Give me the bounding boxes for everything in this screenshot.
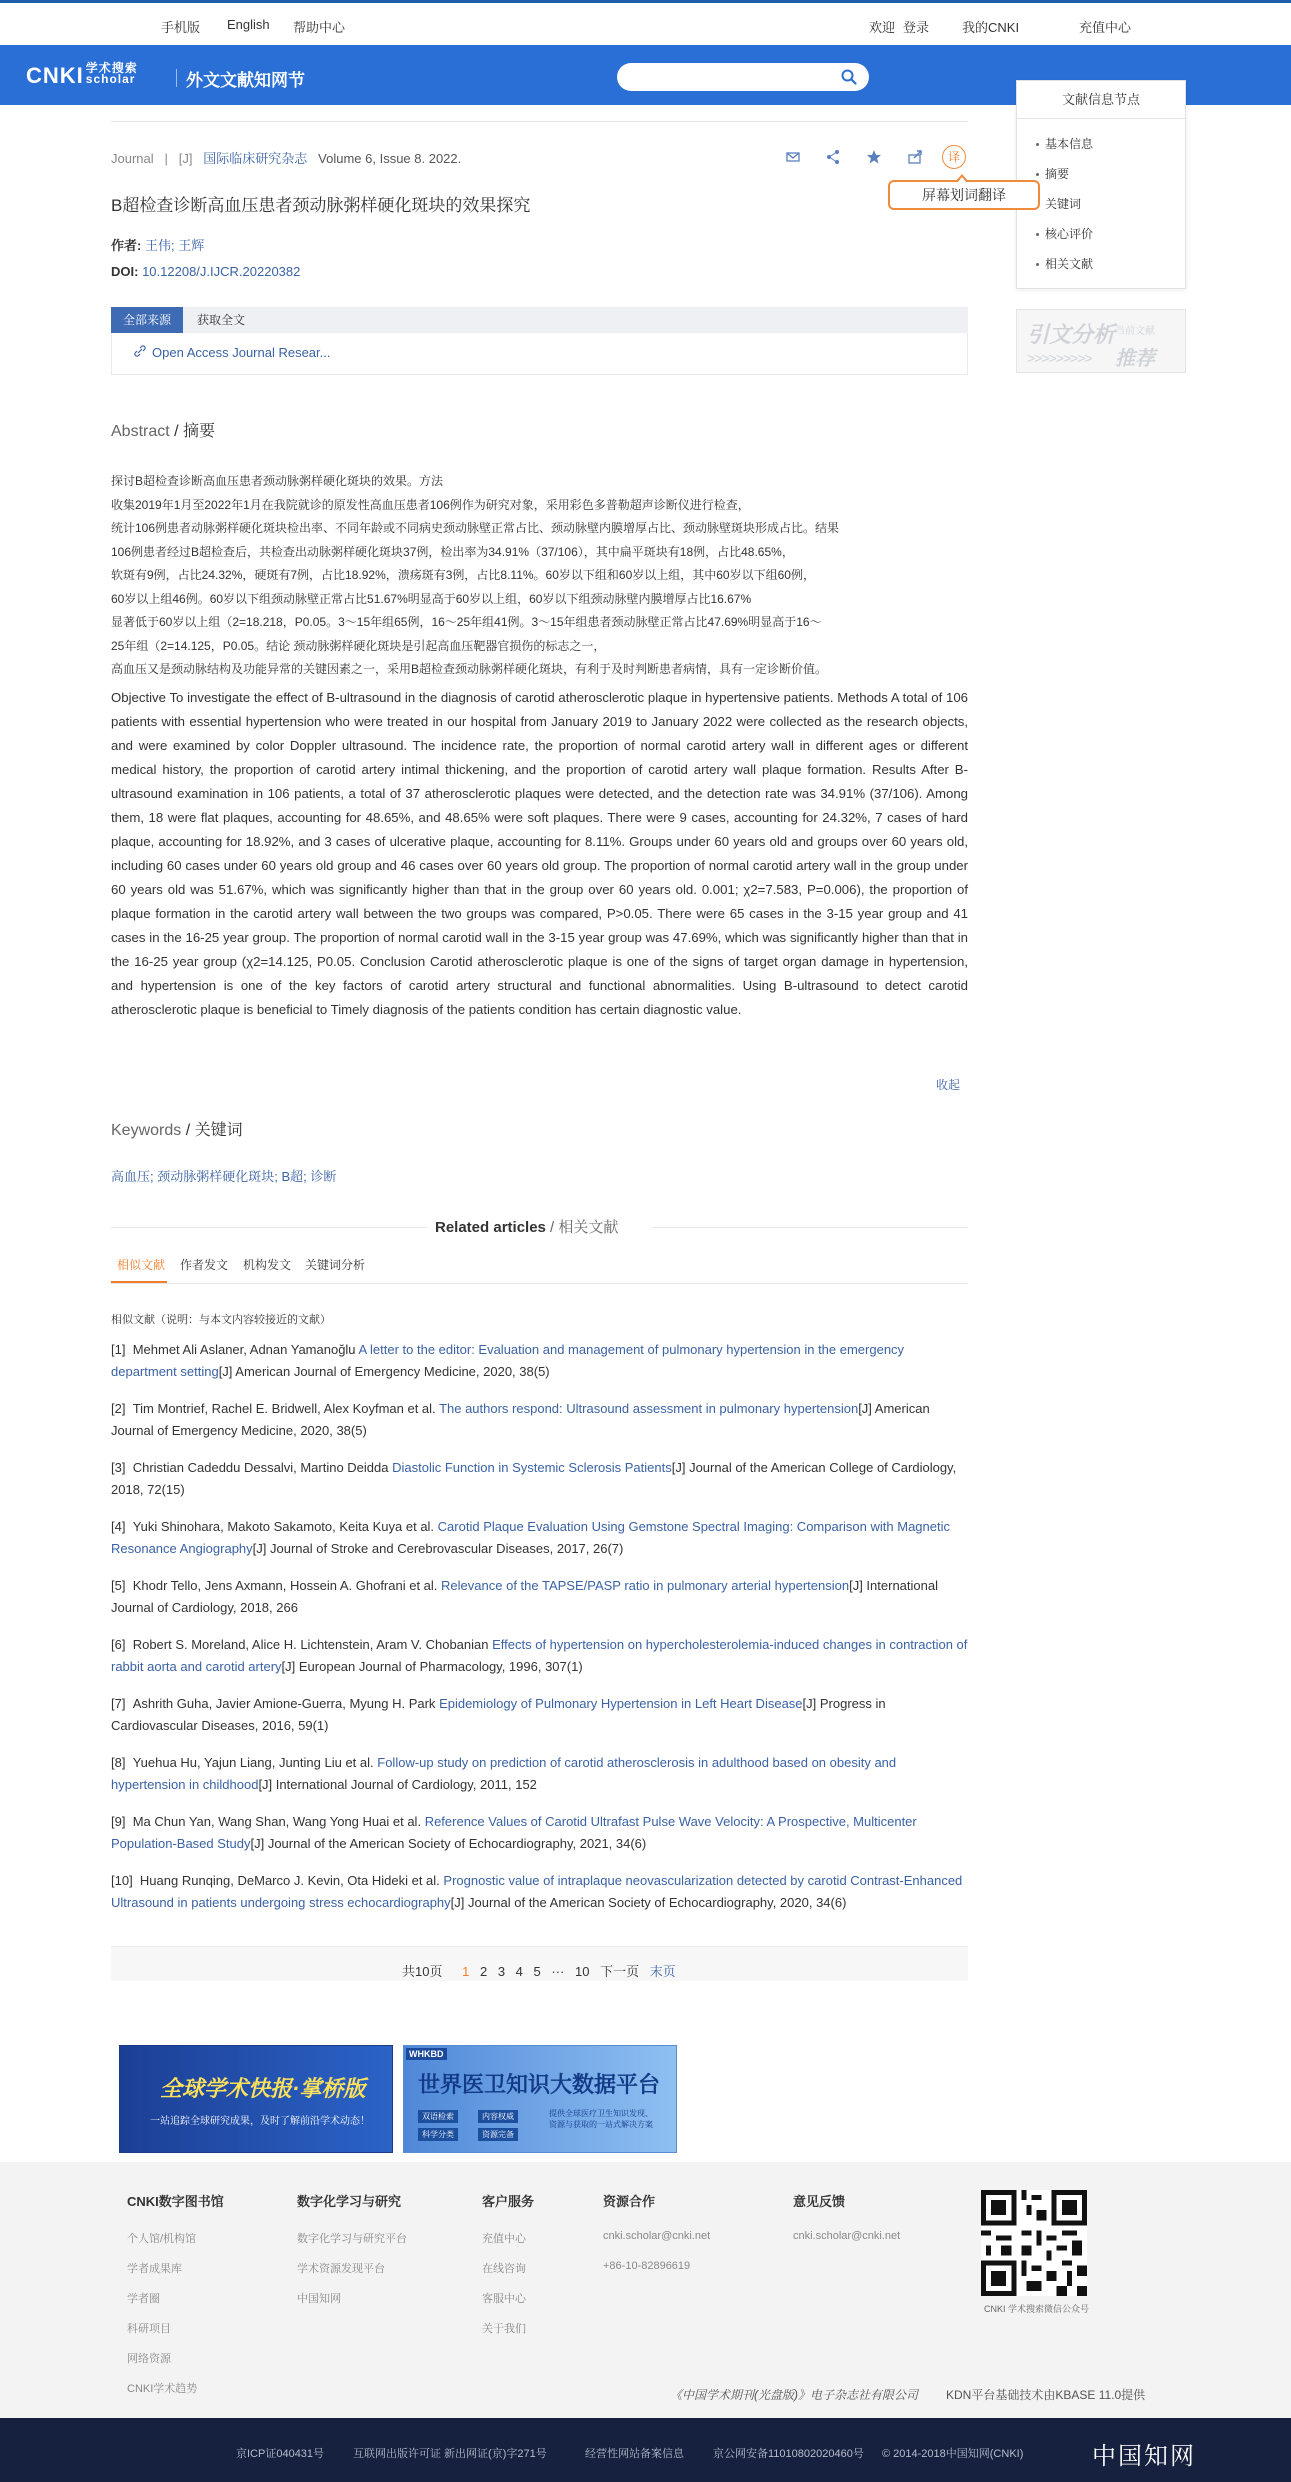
star-icon[interactable] <box>862 145 886 169</box>
footer-link[interactable]: 学术资源发现平台 <box>297 2263 385 2275</box>
ref-authors: Tim Montrief, Rachel E. Bridwell, Alex Koyfman et al. <box>132 1401 436 1416</box>
ref-source: [J] European Journal of Pharmacology, 1996, 307(1) <box>281 1659 583 1674</box>
page-link[interactable]: 10 <box>575 1964 590 1979</box>
divider <box>652 1227 968 1228</box>
divider <box>111 121 968 122</box>
ref-source: [J] American Journal of Emergency Medicine, 2020, 38(5) <box>111 1401 930 1438</box>
tab-all-sources[interactable]: 全部来源 <box>111 307 183 333</box>
qr-caption: CNKI 学术搜索微信公众号 <box>984 2304 1090 2314</box>
ref-source: [J] Journal of the American Society of Echocardiography, 2020, 34(6) <box>450 1895 847 1910</box>
tab-author-papers[interactable]: 作者发文 <box>180 1258 229 1272</box>
divider <box>111 1227 427 1228</box>
ad-banner-global-academic[interactable] <box>119 2045 393 2153</box>
footer-link[interactable]: 客服中心 <box>482 2293 526 2305</box>
logo-main-text: CNKI <box>26 63 84 88</box>
tab-keyword-analysis[interactable]: 关键词分析 <box>305 1258 366 1272</box>
footer-link[interactable]: 充值中心 <box>482 2233 526 2245</box>
ref-number: [3] <box>111 1460 126 1475</box>
ad1-title: 全球学术快报·掌桥版 <box>160 2076 366 2101</box>
ref-authors: Yuehua Hu, Yajun Liang, Junting Liu et al. <box>132 1755 374 1770</box>
abstract-heading-cn: 摘要 <box>183 423 216 440</box>
ref-number: [5] <box>111 1578 126 1593</box>
nav-item-basic-info[interactable]: 基本信息 <box>1045 129 1185 159</box>
article-tag: [J] <box>178 151 193 166</box>
abstract-cn-line: 25年组（2=14.125，P0.05。结论 颈动脉粥样硬化斑块是引起高血压靶器官损伤的标志之一， <box>111 638 606 653</box>
source-tabs <box>111 307 968 333</box>
footer-link[interactable]: 关于我们 <box>482 2323 526 2335</box>
reference-item <box>111 1398 968 1442</box>
related-note: 相似文献（说明：与本文内容较接近的文献） <box>111 1314 331 1326</box>
page-link[interactable]: 4 <box>515 1964 523 1979</box>
footer-col-cooperation <box>603 2191 710 2290</box>
recharge-link[interactable]: 充值中心 <box>1079 20 1132 35</box>
cite-banner-arrows: >>>>>>>>> <box>1027 350 1092 366</box>
ad2-chip: 双语检索 <box>418 2110 458 2123</box>
keywords-heading <box>111 1117 243 1140</box>
footer-link[interactable]: 科研项目 <box>127 2323 171 2335</box>
publisher-text: 《中国学术期刊(光盘版)》电子杂志社有限公司 <box>670 2388 918 2402</box>
ad2-chip: 资源完备 <box>478 2128 518 2141</box>
ref-authors: Ma Chun Yan, Wang Shan, Wang Yong Huai et al. <box>132 1814 422 1829</box>
police-record-link[interactable]: 京公网安备11010802020460号 <box>713 2448 864 2460</box>
english-link[interactable]: English <box>227 17 270 32</box>
my-cnki-link[interactable]: 我的CNKI <box>962 20 1020 35</box>
help-link[interactable]: 帮助中心 <box>293 20 346 35</box>
search-icon[interactable] <box>841 69 857 85</box>
ref-number: [10] <box>111 1873 133 1888</box>
ad1-subtitle: 一站追踪全球研究成果，及时了解前沿学术动态！ <box>150 2116 370 2127</box>
ref-title-link[interactable]: Reference Values of Carotid Ultrafast Pulse Wave Velocity: A Prospective, Multicenter Population-Based Study <box>111 1814 917 1851</box>
abstract-heading-en: Abstract <box>111 423 170 440</box>
keywords-heading-en: Keywords <box>111 1122 182 1139</box>
share-icon[interactable] <box>821 145 845 169</box>
footer-col-feedback <box>793 2191 900 2260</box>
authors-label: 作者: <box>111 238 142 253</box>
ref-authors: Ashrith Guha, Javier Amione-Guerra, Myung H. Park <box>132 1696 436 1711</box>
article-title: B超检查诊断高血压患者颈动脉粥样硬化斑块的效果探究 <box>111 196 531 215</box>
header-subtitle: 外文文献知网节 <box>186 71 305 90</box>
ad2-chip: 科学分类 <box>418 2128 458 2141</box>
tab-institution-papers[interactable]: 机构发文 <box>243 1258 292 1272</box>
ref-title-link[interactable]: A letter to the editor: Evaluation and management of pulmonary hypertension in the emergency department setting <box>111 1342 905 1379</box>
email-icon[interactable] <box>781 145 805 169</box>
citation-analysis-banner[interactable] <box>1016 309 1186 373</box>
authors-line <box>111 235 204 254</box>
nav-item-abstract[interactable]: 摘要 <box>1045 159 1185 189</box>
abstract-chinese <box>111 470 968 682</box>
footer-link[interactable]: CNKI学术趋势 <box>127 2383 198 2395</box>
footer-link[interactable]: 个人馆/机构馆 <box>127 2233 197 2245</box>
page-link[interactable]: 2 <box>479 1964 488 1979</box>
cnki-footer-logo: 中国知网 <box>1092 2442 1196 2470</box>
related-heading-sep: / <box>545 1219 559 1236</box>
footer-link[interactable]: 学者成果库 <box>127 2263 182 2275</box>
keywords-heading-cn: 关键词 <box>194 1122 243 1139</box>
ref-source: [J] International Journal of Cardiology, 2011, 152 <box>258 1777 537 1792</box>
nav-item-related[interactable]: 相关文献 <box>1045 249 1185 279</box>
tab-get-fulltext[interactable]: 获取全文 <box>197 313 246 327</box>
tab-similar[interactable]: 相似文献 <box>117 1258 166 1272</box>
translate-tooltip: 屏幕划词翻译 <box>888 180 1040 210</box>
search-input[interactable] <box>617 63 869 91</box>
abstract-cn-line: 统计106例患者动脉粥样硬化斑块检出率、不同年龄或不同病史颈动脉壁正常占比、颈动脉壁内膜增厚占比、颈动脉壁斑块形成占比。结果 <box>111 521 840 535</box>
pagination <box>402 1961 683 1980</box>
footer-link[interactable]: 数字化学习与研究平台 <box>297 2233 407 2245</box>
abstract-heading <box>111 418 215 441</box>
ref-authors: Khodr Tello, Jens Axmann, Hossein A. Ghofrani et al. <box>132 1578 438 1593</box>
footer-col-service <box>482 2191 534 2350</box>
volume-info: Volume 6, Issue 8. 2022. <box>318 151 462 166</box>
ref-source: [J] Journal of the American Society of Echocardiography, 2021, 34(6) <box>250 1836 647 1851</box>
mobile-link[interactable]: 手机版 <box>161 20 201 35</box>
reference-item <box>111 1634 968 1678</box>
wechat-qr-code <box>981 2190 1087 2296</box>
nav-item-keywords[interactable]: 关键词 <box>1045 189 1185 219</box>
ref-source: [J] Journal of the American College of Cardiology, 2018, 72(15) <box>111 1460 957 1497</box>
ref-number: [2] <box>111 1401 126 1416</box>
nav-item-core-evaluation[interactable]: 核心评价 <box>1045 219 1185 249</box>
page-link[interactable]: 1 <box>462 1964 470 1979</box>
footer-link[interactable]: 学者圈 <box>127 2293 160 2305</box>
abstract-cn-line: 探讨B超检查诊断高血压患者颈动脉粥样硬化斑块的效果。方法 <box>111 474 444 488</box>
abstract-heading-sep: / <box>169 423 184 440</box>
reference-item <box>111 1339 968 1383</box>
abstract-cn-line: 高血压又是颈动脉结构及功能异常的关键因素之一，采用B超检查颈动脉粥样硬化斑块，有利于及时判断患者病情，具有一定诊断价值。 <box>111 662 828 676</box>
doi-line <box>111 264 300 279</box>
next-page-button[interactable]: 下一页 <box>600 1964 640 1979</box>
ref-title-link[interactable]: Diastolic Function in Systemic Sclerosis Patients <box>392 1460 672 1475</box>
welcome-text: 欢迎 <box>869 20 896 35</box>
doc-info-nav <box>1016 80 1186 289</box>
ref-number: [4] <box>111 1519 126 1534</box>
footer-col-learning <box>297 2191 407 2320</box>
footer-phone: +86-10-82896619 <box>603 2260 691 2272</box>
reference-item <box>111 1811 968 1855</box>
doi-link[interactable]: 10.12208/J.IJCR.20220382 <box>142 264 301 279</box>
ref-authors: Christian Cadeddu Dessalvi, Martino Deidda <box>132 1460 389 1475</box>
article-meta <box>111 148 461 167</box>
keyword-list[interactable]: 高血压; 颈动脉粥样硬化斑块; B超; 诊断 <box>111 1169 337 1184</box>
ref-authors: Yuki Shinohara, Makoto Sakamoto, Keita Kuya et al. <box>132 1519 435 1534</box>
footer-heading: 数字化学习与研究 <box>297 2194 402 2209</box>
related-heading-en: Related articles <box>435 1219 546 1236</box>
kdn-text: KDN平台基础技术由KBASE 11.0提供 <box>946 2388 1146 2402</box>
abstract-english: Objective To investigate the effect of B-ultrasound in the diagnosis of carotid atherosclerotic plaque in hypertensive patients. Methods A total of 106 patients with essential hypertension who were treated in our hospital from January 2019 to January 2022 were collected as the research objects, and were examined by color Doppler ultrasound. The incidence rate, the proportion of normal carotid artery wall in different ages or different medical history, the proportion of carotid artery intimal thickening, and the proportion of carotid artery wall plaque formation. Results After B-ultrasound examination in 106 patients, a total of 37 atherosclerotic plaques were detected, and the detection rate was 34.91% (37/106). Among them, 18 were flat plaques, accounting for 48.65%, and 48.65% were soft plaques. There were 9 cases, accounting for 24.32%, 7 cases of hard plaque, accounting for 18.92%, and 3 cases of ulcerative plaque, accounting for 8.11%. Groups under 60 years old and groups over 60 years old, including 60 cases under 60 years old group and 46 cases over 60 years old group. The proportion of normal carotid artery wall in the group under 60 years old was 51.67%, which was significantly higher than that in the group over 60 years old. 0.001; χ2=7.583, P=0.006), the proportion of plaque formation in the carotid artery wall between the two groups was compared, P>0.05. There were 65 cases in the 3-15 year group and 41 cases in the 16-25 year group. The proportion of normal carotid wall in the 3-15 year group was 47.69%, which was significantly higher than that in the 16-25 year group (χ2=14.125, P0.05. Conclusion Carotid atherosclerotic plaque is one of the signs of target organ damage in hypertension, and hypertension is one of the key factors of carotid artery structural and functional abnormalities. Using B-ultrasound to detect carotid atherosclerotic plaque is beneficial to Timely diagnosis of the patients condition has certain diagnostic value. <box>111 690 968 1017</box>
cite-banner-recommend: 推荐 <box>1115 348 1155 370</box>
logo-divider <box>176 69 177 87</box>
ref-authors: Huang Runqing, DeMarco J. Kevin, Ota Hideki et al. <box>139 1873 440 1888</box>
footer-email[interactable]: cnki.scholar@cnki.net <box>793 2230 901 2242</box>
operator-link[interactable]: 经营性网站备案信息 <box>585 2448 684 2460</box>
abstract-cn-line: 显著低于60岁以上组（2=18.218，P0.05。3～15年组65例，16～25年组41例。3～15年组患者颈动脉壁正常占比47.69%明显高于16～ <box>111 615 822 629</box>
export-icon[interactable] <box>903 145 927 169</box>
cite-banner-small: 当前文献 <box>1115 326 1155 337</box>
collapse-button[interactable]: 收起 <box>936 1078 961 1092</box>
footer-link[interactable]: 中国知网 <box>297 2293 341 2305</box>
authors-link[interactable]: 王伟; 王辉 <box>144 238 205 253</box>
page-link[interactable]: 5 <box>533 1964 541 1979</box>
reference-item <box>111 1870 968 1914</box>
article-type: Journal <box>111 151 154 166</box>
related-tabs <box>111 1256 968 1284</box>
translate-icon[interactable]: 译 <box>942 145 966 169</box>
reference-item <box>111 1516 968 1560</box>
icp-link[interactable]: 京ICP证040431号 <box>236 2448 325 2460</box>
footer-heading: 意见反馈 <box>793 2194 846 2209</box>
active-tab-indicator <box>111 1281 167 1283</box>
ref-title-link[interactable]: Epidemiology of Pulmonary Hypertension in Left Heart Disease <box>439 1696 803 1711</box>
logo-small-bottom: scholar <box>85 72 136 86</box>
top-bar <box>0 3 1291 43</box>
keywords-heading-sep: / <box>181 1122 195 1139</box>
footer-heading: 资源合作 <box>603 2194 656 2209</box>
ad2-chip: 内容权威 <box>478 2110 518 2123</box>
page-ellipsis: ··· <box>551 1964 565 1979</box>
footer-heading: 客户服务 <box>482 2194 535 2209</box>
ad-banner-whkbd[interactable] <box>403 2045 677 2153</box>
reference-item <box>111 1693 968 1737</box>
ref-title-link[interactable]: Effects of hypertension on hypercholesterolemia-induced changes in contraction of rabbit aorta and carotid artery <box>111 1637 968 1674</box>
bottom-bar <box>0 2418 1291 2482</box>
footer-link[interactable]: 网络资源 <box>127 2353 171 2365</box>
link-icon <box>134 345 146 360</box>
ad2-tag: WHKBD <box>406 2048 447 2060</box>
ref-number: [9] <box>111 1814 126 1829</box>
cnki-logo[interactable] <box>26 63 138 89</box>
page-total: 共10页 <box>402 1964 443 1979</box>
journal-link[interactable]: 国际临床研究杂志 <box>203 151 308 166</box>
footer-heading: CNKI数字图书馆 <box>127 2194 224 2209</box>
ref-number: [6] <box>111 1637 126 1652</box>
related-heading-cn: 相关文献 <box>558 1219 619 1236</box>
ref-title-link[interactable]: Follow-up study on prediction of carotid atherosclerosis in adulthood based on obesity and hypertension in childhood <box>111 1755 897 1792</box>
abstract-cn-line: 106例患者经过B超检查后，共检查出动脉粥样硬化斑块37例，检出率为34.91%（37/106），其中扁平斑块有18例，占比48.65%， <box>111 544 794 559</box>
reference-item <box>111 1575 968 1619</box>
copyright-text: © 2014-2018中国知网(CNKI) <box>882 2448 1024 2460</box>
ref-source: [J] American Journal of Emergency Medicine, 2020, 38(5) <box>218 1364 550 1379</box>
source-list <box>111 333 968 375</box>
footer-col-library <box>127 2191 224 2410</box>
related-heading <box>435 1216 618 1237</box>
ad2-title: 世界医卫知识大数据平台 <box>418 2072 661 2097</box>
ad2-subtitle: 提供全球医疗卫生知识发现、资源与获取的一站式解决方案 <box>549 2109 653 2129</box>
source-item[interactable] <box>134 345 330 360</box>
reference-item <box>111 1752 968 1796</box>
source-link-text: Open Access Journal Resear... <box>152 345 331 360</box>
ref-title-link[interactable]: The authors respond: Ultrasound assessment in pulmonary hypertension <box>439 1401 859 1416</box>
logo-small-top: 学术搜索 <box>85 61 138 75</box>
abstract-cn-line: 收集2019年1月至2022年1月在我院就诊的原发性高血压患者106例作为研究对象，采用彩色多普勒超声诊断仪进行检查， <box>111 497 750 512</box>
doc-info-nav-title: 文献信息节点 <box>1017 81 1185 119</box>
ref-source: [J] Journal of Stroke and Cerebrovascular Diseases, 2017, 26(7) <box>252 1541 624 1556</box>
ref-number: [1] <box>111 1342 126 1357</box>
ref-source: [J] Progress in Cardiovascular Diseases, 2016, 59(1) <box>111 1696 886 1733</box>
ref-number: [7] <box>111 1696 126 1711</box>
footer <box>0 2162 1291 2418</box>
ref-authors: Mehmet Ali Aslaner, Adnan Yamanoğlu <box>132 1342 356 1357</box>
doi-label: DOI: <box>111 264 139 279</box>
page-link[interactable]: 3 <box>497 1964 506 1979</box>
footer-email[interactable]: cnki.scholar@cnki.net <box>603 2230 711 2242</box>
ref-title-link[interactable]: Prognostic value of intraplaque neovascularization detected by carotid Contrast-Enhanced Ultrasound in patients undergoing stress echocardiography <box>111 1873 963 1910</box>
license-link[interactable]: 互联网出版许可证 新出网证(京)字271号 <box>353 2448 547 2460</box>
reference-item <box>111 1457 968 1501</box>
footer-link[interactable]: 在线咨询 <box>482 2263 526 2275</box>
abstract-cn-line: 软斑有9例，占比24.32%，硬斑有7例，占比18.92%，溃疡斑有3例，占比8.11%。60岁以下组和60岁以上组，其中60岁以下组60例， <box>111 568 815 582</box>
ref-title-link[interactable]: Relevance of the TAPSE/PASP ratio in pulmonary arterial hypertension <box>441 1578 850 1593</box>
last-page-button[interactable]: 末页 <box>649 1964 676 1979</box>
ref-title-link[interactable]: Carotid Plaque Evaluation Using Gemstone Spectral Imaging: Comparison with Magnetic Resonance Angiography <box>111 1519 950 1556</box>
meta-separator: | <box>164 151 168 166</box>
abstract-cn-line: 60岁以上组46例。60岁以下组颈动脉壁正常占比51.67%明显高于60岁以上组，60岁以下组颈动脉壁内膜增厚占比16.67% <box>111 591 752 606</box>
ref-source: [J] International Journal of Cardiology, 2018, 266 <box>111 1578 938 1615</box>
ref-number: [8] <box>111 1755 126 1770</box>
login-link[interactable]: 登录 <box>903 20 930 35</box>
cite-banner-title: 引文分析 <box>1027 322 1116 347</box>
ref-authors: Robert S. Moreland, Alice H. Lichtenstein, Aram V. Chobanian <box>132 1637 489 1652</box>
